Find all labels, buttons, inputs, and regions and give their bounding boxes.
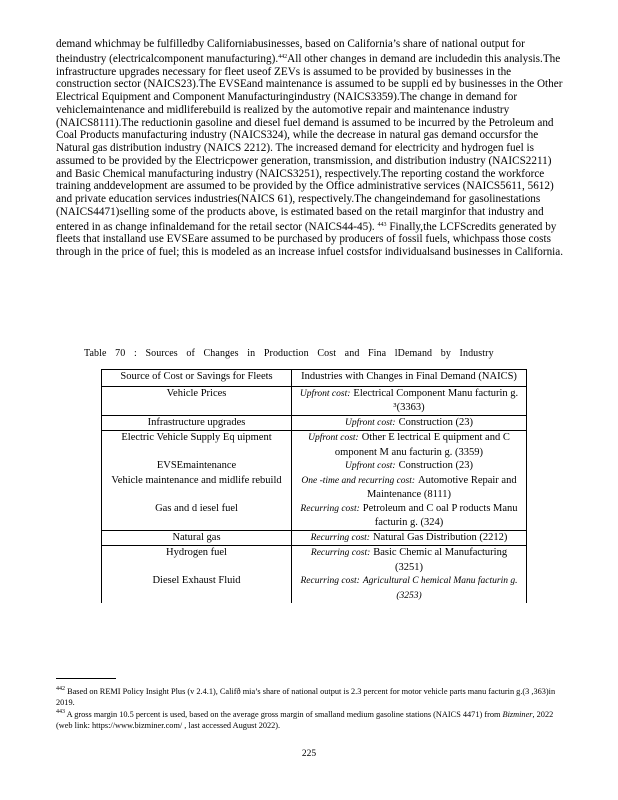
cost-type: Recurring cost: <box>310 548 371 558</box>
cost-type: Upfront cost: <box>345 417 396 428</box>
row-source: EVSEmaintenance <box>102 459 292 474</box>
row-industry <box>292 459 527 474</box>
row-source: Vehicle maintenance and midlife rebuild <box>102 474 292 502</box>
table-row <box>102 431 527 460</box>
cost-type: Upfront cost: <box>345 461 396 471</box>
cost-type: One -time and recurring cost: <box>301 475 416 486</box>
table-row <box>102 502 527 531</box>
industry-text: Construction (23) <box>398 416 473 428</box>
footnote-ref-442[interactable]: 442 <box>278 53 288 60</box>
row-industry <box>292 415 527 431</box>
body-paragraph <box>56 38 564 259</box>
row-industry <box>292 546 527 575</box>
industry-text: Natural Gas Distribution (2212) <box>372 531 508 543</box>
footnote-ref-443[interactable]: 443 <box>377 221 387 228</box>
table-row <box>102 459 527 474</box>
row-industry <box>292 502 527 531</box>
footnote-marker: 442 <box>56 686 65 692</box>
industry-text: Agricultural C hemical Manu facturin g. (3253) <box>362 576 518 601</box>
footnote-source-link[interactable]: Bizminer <box>502 710 533 719</box>
row-industry <box>292 386 527 415</box>
row-industry <box>292 431 527 460</box>
table-row <box>102 574 527 603</box>
paragraph-part-2: All other changes in demand are includedin this analysis.The infrastructure upgrades necessary for fleet useof ZEVs is assumed to be provided by businesses in the construction sector (NAICS23).The EVSEand maintenance is assumed to be suppli ed by businesses in the Other Electrical Equipment and Component Manufacturingindustry (NAICS3359).The change in demand for vehiclemaintenance and midliferebuild is realized by the automotive repair and maintenance industry (NAICS8111).The reductionin gasoline and diesel fuel demand is assumed to be incurred by the Petroleum and Coal Products manufacturing industry (NAICS324), while the decrease in natural gas demand occursfor the Natural gas distribution industry (NAICS 2212). The increased demand for electricity and hydrogen fuel is assumed to be provided by the Electricpower generation, transmission, and distribution industry (NAICS2211) and Basic Chemical manufacturing industry (NAICS3251), respectively.The reporting costand the workforce training anddevelopment are assumed to be provided by the Office administrative services (NAICS5611, 5612) and private education services industries(NAICS 61), respectively.The changeindemand for gasolinestations (NAICS4471)selling some of the products above, is estimated based on the retail marginfor that industry and entered in as change infinaldemand for the retail sector (NAICS44-45). <box>56 52 563 233</box>
row-source: Vehicle Prices <box>102 386 292 415</box>
table-header-row <box>102 370 527 387</box>
table-row <box>102 546 527 575</box>
footnote-divider <box>56 678 116 679</box>
header-source: Source of Cost or Savings for Fleets <box>102 370 292 387</box>
footnote-443 <box>56 707 564 731</box>
footnote-text: Based on REMI Policy Insight Plus (v 2.4.1), Califð mia’s share of national output is 2.3 percent for motor vehicle parts manu facturin g.(3 ,363)in 2019. <box>56 687 556 707</box>
footnote-text-end: , 2022 (web link: https://www.bizminer.com/ , last accessed August 2022). <box>56 710 554 730</box>
row-industry <box>292 530 527 546</box>
cost-type: Recurring cost: <box>310 532 370 543</box>
table-row <box>102 530 527 546</box>
table-row <box>102 415 527 431</box>
paragraph-part-3: Finally,the LCFScredits generated by fleets that installand use EVSEare assumed to be purchased by producers of fossil fuels, whichpass those costs through in the price of fuel; this is modeled as an increase infuel costsfor individualsand businesses in California. <box>56 220 564 258</box>
paragraph-part-1: demand whichmay be fulfilledby Californiabusinesses, based on California’s share of national output for theindustry (electricalcomponent manufacturing). <box>56 38 525 65</box>
row-source: Infrastructure upgrades <box>102 415 292 431</box>
row-industry <box>292 574 527 603</box>
row-source: Electric Vehicle Supply Eq uipment <box>102 431 292 460</box>
row-source: Gas and d iesel fuel <box>102 502 292 531</box>
footnote-text: A gross margin 10.5 percent is used, based on the average gross margin of smalland medium gasoline stations (NAICS 4471) from <box>66 710 501 719</box>
row-source: Hydrogen fuel <box>102 546 292 575</box>
cost-type: Upfront cost: <box>308 433 359 443</box>
cost-type: Recurring cost: <box>300 576 360 586</box>
row-industry <box>292 474 527 502</box>
row-source: Diesel Exhaust Fluid <box>102 574 292 603</box>
footnote-442 <box>56 684 564 708</box>
header-industries: Industries with Changes in Final Demand (NAICS) <box>292 370 527 387</box>
industry-text: Petroleum and C oal P roducts Manu facturin g. (324) <box>362 502 518 528</box>
cost-type: Recurring cost: <box>300 503 360 514</box>
industry-text: Automotive Repair and Maintenance (8111) <box>366 474 517 500</box>
industry-text: Basic Chemic al Manufacturing (3251) <box>373 547 508 573</box>
table-row <box>102 474 527 502</box>
cost-type: Upfront cost: <box>299 388 351 399</box>
table-row <box>102 386 527 415</box>
sources-table <box>101 369 527 603</box>
table-caption: Table 70 : Sources of Changes in Production Cost and Fina lDemand by Industry <box>84 348 494 359</box>
footnote-marker: 443 <box>56 709 65 715</box>
industry-text: Construction (23) <box>398 460 473 471</box>
page-number: 225 <box>301 749 317 759</box>
industry-text: Other E lectrical E quipment and C omponent M anu facturin g. (3359) <box>334 432 510 458</box>
row-source: Natural gas <box>102 530 292 546</box>
industry-text: Electrical Component Manu facturin g. ³(3363) <box>353 387 519 413</box>
